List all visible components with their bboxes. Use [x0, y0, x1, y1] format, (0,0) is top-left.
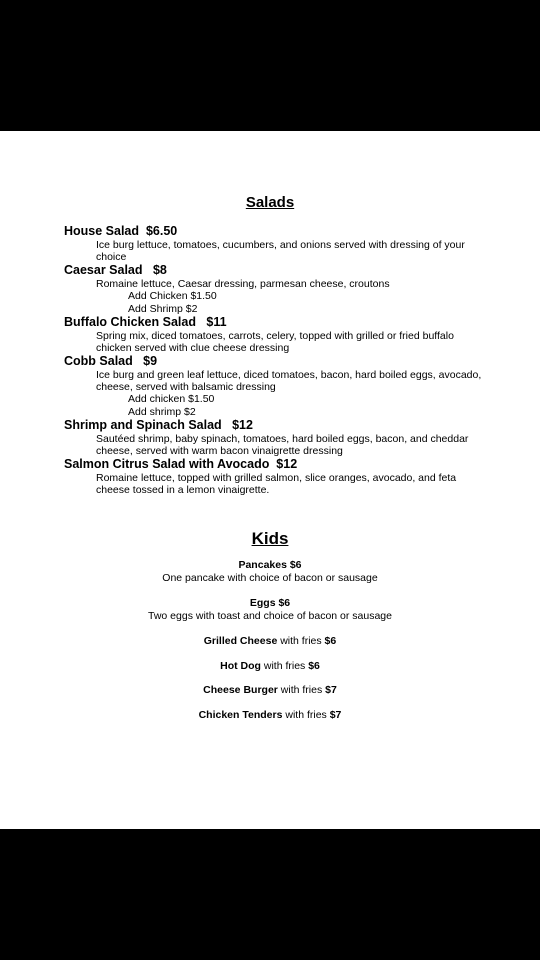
salad-item: [64, 263, 484, 315]
kids-item-line: [0, 559, 540, 572]
salad-addon: Add chicken $1.50: [128, 393, 215, 405]
kids-heading: Kids: [251, 529, 289, 548]
salad-description: Ice burg lettuce, tomatoes, cucumbers, and onions served with dressing of your choice: [96, 239, 465, 263]
salads-list: [64, 224, 484, 496]
salad-addon: Add shrimp $2: [128, 405, 196, 418]
menu-page: [0, 131, 540, 829]
salad-item: [64, 224, 484, 263]
kids-item-line: [0, 635, 540, 648]
kids-item-price: $6: [324, 635, 337, 647]
kids-item-suffix: with fries: [282, 708, 330, 721]
salad-item: [64, 418, 484, 457]
kids-list: [0, 559, 540, 721]
salad-item: [64, 457, 484, 496]
salad-item: [64, 315, 484, 354]
salad-name: Salmon Citrus Salad with Avocado $12: [64, 457, 298, 471]
kids-item: [0, 559, 540, 584]
salad-description: Ice burg and green leaf lettuce, diced tomatoes, bacon, hard boiled eggs, avocado, cheese, served with balsamic dressing: [96, 369, 482, 393]
kids-item-price: $7: [325, 684, 337, 696]
kids-item-name: Cheese Burger: [203, 684, 278, 696]
kids-item-name: Pancakes $6: [238, 559, 302, 571]
salad-addon: Add Shrimp $2: [128, 302, 198, 315]
salad-item: [64, 354, 484, 418]
kids-item-line: [0, 597, 540, 610]
kids-item-suffix: with fries: [260, 659, 309, 672]
salad-addon: Add Chicken $1.50: [128, 290, 217, 302]
kids-item-name: Eggs $6: [249, 597, 291, 609]
salad-description: Romaine lettuce, topped with grilled salmon, slice oranges, avocado, and feta cheese tossed in a lemon vinaigrette.: [96, 472, 457, 496]
kids-item-line: [0, 709, 540, 722]
kids-item-name: Grilled Cheese: [203, 635, 278, 647]
kids-item: [0, 684, 540, 697]
kids-item-price: $7: [329, 708, 342, 721]
salad-description: Sautéed shrimp, baby spinach, tomatoes, hard boiled eggs, bacon, and cheddar cheese, served with warm bacon vinaigrette dressing: [96, 433, 469, 457]
kids-item-line: [0, 660, 540, 673]
salad-name: Cobb Salad $9: [64, 354, 158, 368]
kids-item-suffix: with fries: [277, 684, 326, 696]
salad-description: Spring mix, diced tomatoes, carrots, celery, topped with grilled or fried buffalo chicken served with clue cheese dressing: [96, 330, 454, 354]
kids-item-suffix: with fries: [277, 635, 325, 647]
salad-name: House Salad $6.50: [64, 224, 178, 238]
salads-heading: Salads: [245, 194, 295, 211]
salad-name: Buffalo Chicken Salad $11: [64, 315, 227, 329]
kids-item: [0, 635, 540, 648]
kids-item-price: $6: [308, 659, 320, 672]
kids-item-description: Two eggs with toast and choice of bacon or sausage: [148, 609, 392, 622]
kids-item: [0, 660, 540, 673]
salad-name: Caesar Salad $8: [64, 263, 167, 277]
kids-item: [0, 597, 540, 622]
kids-item: [0, 709, 540, 722]
salad-name: Shrimp and Spinach Salad $12: [64, 418, 253, 432]
kids-item-line: [0, 684, 540, 697]
kids-item-name: Chicken Tenders: [198, 708, 283, 721]
kids-item-name: Hot Dog: [220, 659, 261, 672]
kids-item-description: One pancake with choice of bacon or sausage: [162, 571, 378, 584]
salad-description: Romaine lettuce, Caesar dressing, parmesan cheese, croutons: [96, 278, 390, 290]
